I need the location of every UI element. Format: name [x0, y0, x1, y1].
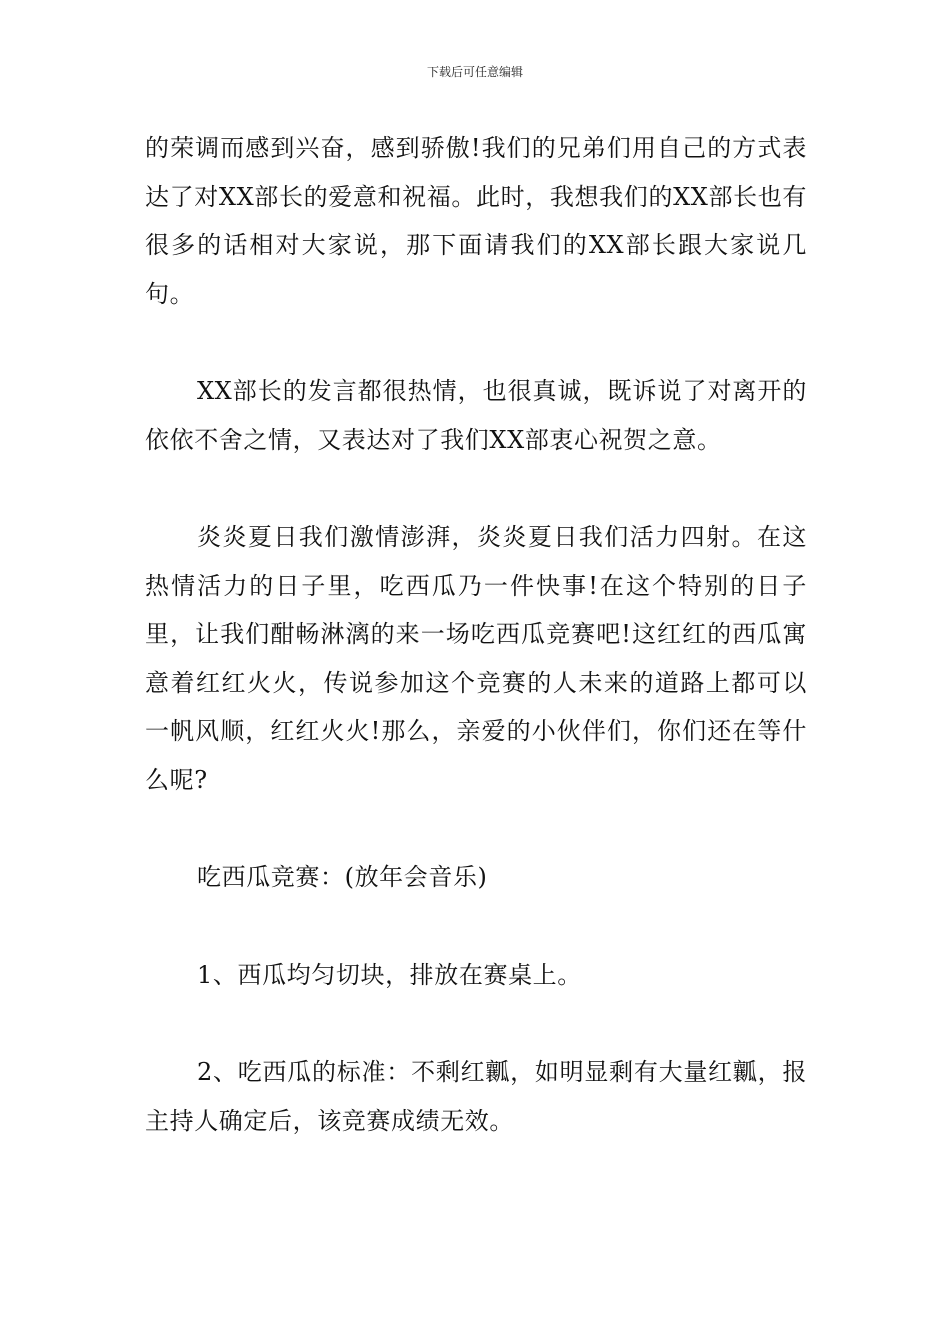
paragraph-watermelon-intro: 炎炎夏日我们激情澎湃，炎炎夏日我们活力四射。在这热情活力的日子里，吃西瓜乃一件快事!在这个特别的日子里，让我们酣畅淋漓的来一场吃西瓜竞赛吧!这红红的西瓜寓意着红红火火，传说参加这个竞赛的人未来的道路上都可以一帆风顺，红红火火!那么，亲爱的小伙伴们，你们还在等什么呢? [145, 523, 807, 794]
paragraph-continuation: 的荣调而感到兴奋，感到骄傲!我们的兄弟们用自己的方式表达了对XX部长的爱意和祝福。此时，我想我们的XX部长也有很多的话相对大家说，那下面请我们的XX部长跟大家说几句。 [145, 134, 807, 308]
page-header: 下载后可任意编辑 [426, 65, 523, 79]
paragraph-contest-title: 吃西瓜竞赛：(放年会音乐) [197, 863, 488, 891]
paragraph-rule-2: 2、吃西瓜的标准：不剩红瓤，如明显剩有大量红瓤，报主持人确定后，该竞赛成绩无效。 [145, 1058, 807, 1135]
paragraph-rule-1: 1、西瓜均匀切块，排放在赛桌上。 [197, 960, 582, 989]
document-body [145, 124, 807, 1145]
paragraph-speech-summary: XX部长的发言都很热情，也很真诚，既诉说了对离开的依依不舍之情，又表达对了我们XX部衷心祝贺之意。 [145, 377, 807, 454]
